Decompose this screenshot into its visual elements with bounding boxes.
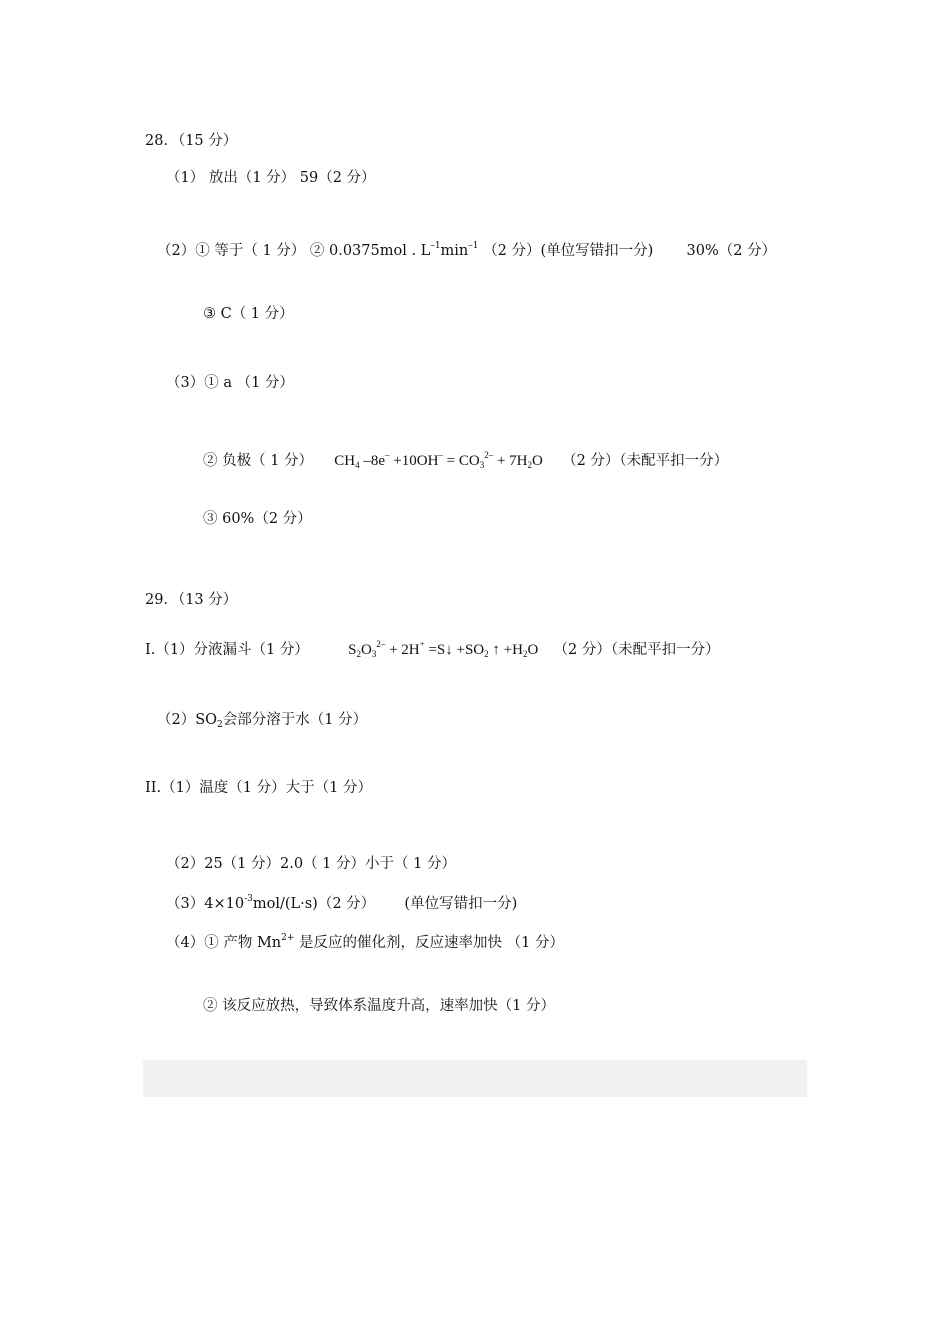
q28-part2-percent: 30%（2 分） bbox=[686, 243, 777, 259]
rate-exponent-1: –1 bbox=[430, 241, 441, 251]
q28-part3-a: （3）① a （1 分） bbox=[166, 375, 294, 391]
rate-unit-min: min bbox=[440, 243, 469, 259]
q29-part1 bbox=[145, 634, 720, 664]
q29-part2: $(2)SO_2$会部分溶于水（1 分） bbox=[157, 712, 368, 730]
rate-exponent-2: –1 bbox=[468, 241, 479, 251]
q28-part3-b bbox=[203, 445, 728, 475]
q28-part1: （1） 放出（1 分） 59（2 分） bbox=[166, 170, 376, 186]
footer-shaded-bar bbox=[143, 1060, 807, 1097]
q29-ii-part4-a: （4）① 产物 $Mn^{2+}$ 是反应的催化剂，反应速率加快 （1 分） bbox=[166, 933, 564, 951]
q28-part3-c: ③ 60%（2 分） bbox=[203, 511, 312, 527]
q29-ii-part2: （2）25（1 分）2.0（ 1 分）小于（ 1 分） bbox=[166, 856, 456, 872]
q29-ii-part4-b: ② 该反应放热，导致体系温度升高，速率加快（1 分） bbox=[203, 998, 555, 1014]
q28-part2-suffix: （2 分）(单位写错扣一分) bbox=[483, 243, 654, 259]
q29-header: 29．（13 分） bbox=[145, 592, 238, 608]
q29-ii-part3: $(3)4\times 10^{-3}mol/(L\cdot s)(2$ 分） (单位写错扣一分) bbox=[166, 894, 518, 912]
q28-part3-b-suffix: （2 分）（未配平扣一分） bbox=[562, 453, 729, 469]
q28-header: 28．（15 分） bbox=[145, 133, 238, 149]
gas-arrow-icon: ↑ bbox=[492, 642, 500, 658]
q28-part3-b-prefix: ② 负极（ 1 分） bbox=[203, 453, 314, 469]
rate-value: 0.0375mol . L bbox=[329, 243, 431, 259]
precipitate-arrow-icon: ↓ bbox=[445, 642, 453, 658]
electrode-equation: $CH_4$ $-8e^- +10OH^- = CO_3^{2-} + 7H_2O$ bbox=[334, 450, 543, 470]
q29-ii-part1: II.（1）温度（1 分）大于（1 分） bbox=[145, 780, 372, 796]
q28-part2 bbox=[157, 236, 776, 261]
q29-part1-suffix: （2 分）（未配平扣一分） bbox=[553, 642, 720, 658]
q28-part2-c: ③ C（ 1 分） bbox=[203, 306, 294, 322]
q28-part2-prefix: （2）① 等于（ 1 分） ② bbox=[157, 243, 325, 259]
q29-part1-prefix: I.（1）分液漏斗（1 分） bbox=[145, 642, 309, 658]
thiosulfate-equation: $S_2O_3^{2-} + 2H^+$ =S↓ $+SO_2$ ↑ $+H_2O$ bbox=[348, 639, 539, 659]
unit-penalty-note: (单位写错扣一分) bbox=[404, 896, 518, 912]
